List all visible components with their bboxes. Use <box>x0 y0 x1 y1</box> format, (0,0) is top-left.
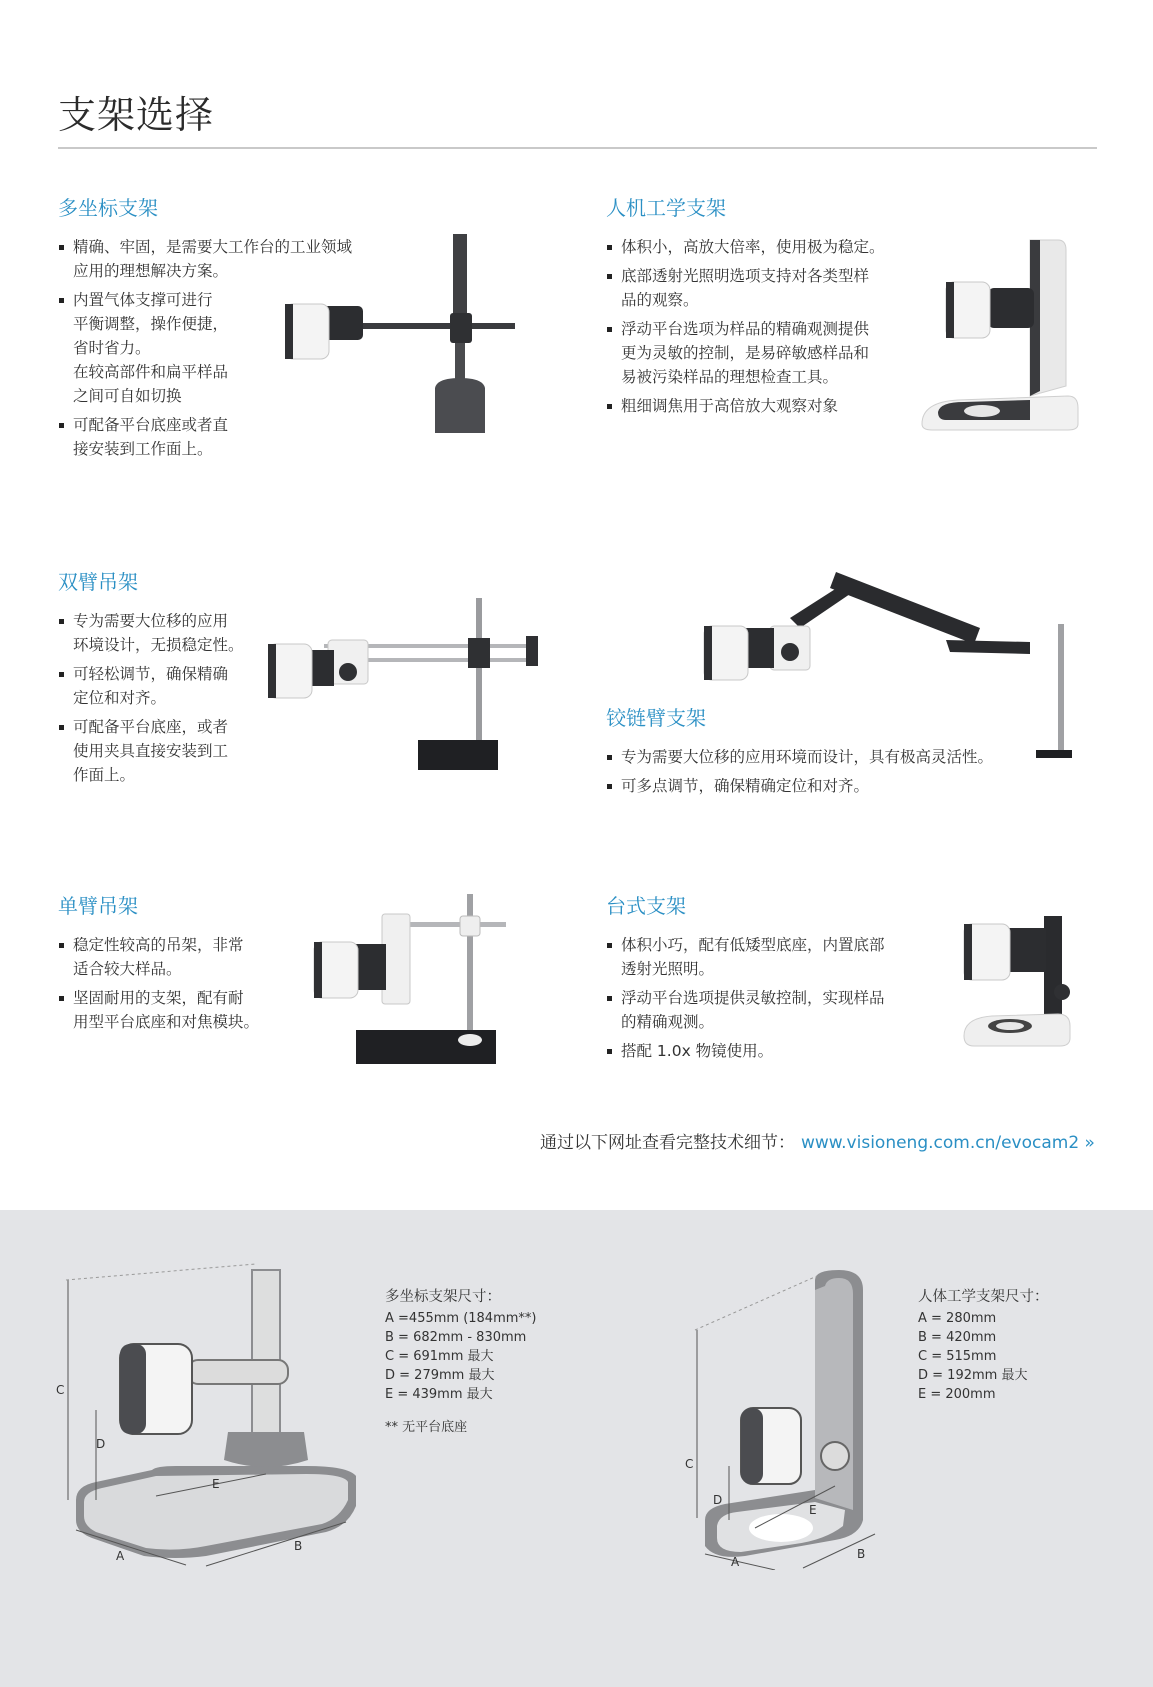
table-stand-photo <box>962 912 1072 1052</box>
bullet-item: 专为需要大位移的应用环境而设计，具有极高灵活性。 <box>606 745 1026 769</box>
title-divider <box>58 147 1097 149</box>
bullet-item: 搭配 1.0x 物镜使用。 <box>606 1039 906 1063</box>
bullet-item: 内置气体支撑可进行 平衡调整，操作便捷， 省时省力。 在较高部件和扁平样品 之间可自如切换 <box>58 288 378 408</box>
bullet-item: 体积小巧，配有低矮型底座，内置底部 透射光照明。 <box>606 933 906 981</box>
bullet-item: 坚固耐用的支架，配有耐 用型平台底座和对焦模块。 <box>58 986 318 1034</box>
spec-line: C = 515mm <box>918 1349 997 1364</box>
dimension-label-e: E <box>809 1503 817 1517</box>
dimension-footer <box>0 1210 1153 1687</box>
section-single-arm-boom <box>58 890 318 1039</box>
bullet-item: 可配备平台底座或者直 接安装到工作面上。 <box>58 413 378 461</box>
single-arm-boom-photo <box>312 892 508 1068</box>
bullet-item: 体积小，高放大倍率，使用极为稳定。 <box>606 235 906 259</box>
ergonomic-stand-photo <box>918 236 1080 432</box>
section-ergonomic-stand <box>606 192 906 423</box>
dimension-label-d: D <box>713 1493 723 1507</box>
spec-line: D = 279mm 最大 <box>385 1368 495 1383</box>
multi-axis-stand-photo <box>285 228 535 443</box>
page-title: 支架选择 <box>58 93 215 137</box>
section-table-stand <box>606 890 906 1068</box>
section-title: 双臂吊架 <box>58 570 138 594</box>
dimension-label-b: B <box>857 1547 866 1561</box>
dimension-label-a: A <box>731 1555 740 1569</box>
bullet-item: 浮动平台选项提供灵敏控制，实现样品 的精确观测。 <box>606 986 906 1034</box>
bullet-item: 可轻松调节，确保精确 定位和对齐。 <box>58 662 308 710</box>
details-link-line <box>540 1128 1095 1153</box>
section-title: 多坐标支架 <box>58 196 158 220</box>
dimension-label-c: C <box>56 1383 65 1397</box>
spec-title: 人体工学支架尺寸： <box>918 1289 1049 1305</box>
spec-line: E = 439mm 最大 <box>385 1387 493 1402</box>
section-title: 人机工学支架 <box>606 196 726 220</box>
spec-line: E = 200mm <box>918 1387 996 1402</box>
bullet-item: 可多点调节，确保精确定位和对齐。 <box>606 774 1026 798</box>
dimension-label-d: D <box>96 1437 106 1451</box>
spec-line: A = 280mm <box>918 1311 997 1326</box>
double-arm-boom-photo <box>268 596 540 776</box>
multi-axis-spec-block <box>385 1288 536 1437</box>
bullet-item: 稳定性较高的吊架，非常 适合较大样品。 <box>58 933 318 981</box>
multi-axis-dimension-diagram <box>56 1260 376 1570</box>
section-title: 单臂吊架 <box>58 894 138 918</box>
bullet-item: 精确、牢固，是需要大工作台的工业领域 应用的理想解决方案。 <box>58 235 378 283</box>
dimension-label-a: A <box>116 1549 125 1563</box>
spec-title: 多坐标支架尺寸： <box>385 1289 501 1305</box>
spec-note: ** 无平台底座 <box>385 1420 468 1435</box>
articulated-arm-photo <box>700 570 1080 762</box>
section-title: 铰链臂支架 <box>606 706 706 730</box>
section-title: 台式支架 <box>606 894 686 918</box>
spec-line: D = 192mm 最大 <box>918 1368 1028 1383</box>
bullet-item: 专为需要大位移的应用 环境设计，无损稳定性。 <box>58 609 308 657</box>
bullet-item: 粗细调焦用于高倍放大观察对象 <box>606 394 906 418</box>
dimension-label-c: C <box>685 1457 694 1471</box>
bullet-item: 可配备平台底座，或者 使用夹具直接安装到工 作面上。 <box>58 715 308 787</box>
dimension-label-e: E <box>212 1477 220 1491</box>
spec-line: C = 691mm 最大 <box>385 1349 494 1364</box>
spec-line: B = 682mm - 830mm <box>385 1330 527 1345</box>
details-text: 通过以下网址查看完整技术细节： <box>540 1133 795 1153</box>
bullet-item: 浮动平台选项为样品的精确观测提供 更为灵敏的控制，是易碎敏感样品和 易被污染样品的理想检查工具。 <box>606 317 906 389</box>
spec-line: B = 420mm <box>918 1330 997 1345</box>
dimension-label-b: B <box>294 1539 303 1553</box>
ergonomic-spec-block <box>918 1288 1049 1404</box>
bullet-item: 底部透射光照明选项支持对各类型样 品的观察。 <box>606 264 906 312</box>
ergonomic-dimension-diagram <box>685 1270 925 1570</box>
spec-line: A =455mm (184mm**) <box>385 1311 537 1326</box>
details-url-link[interactable]: www.visioneng.com.cn/evocam2 » <box>801 1133 1095 1153</box>
